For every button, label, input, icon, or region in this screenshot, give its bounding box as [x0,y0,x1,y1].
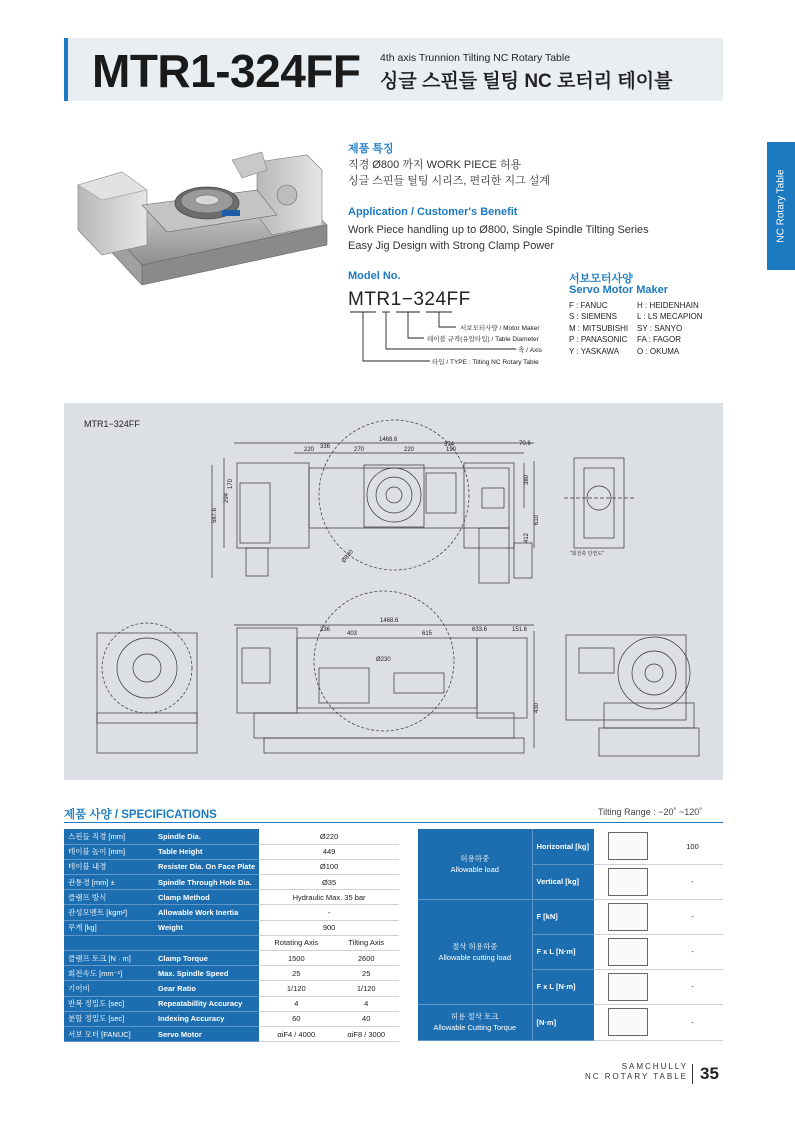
brand-name: SAMCHULLY [621,1062,688,1071]
maker-row: Y : YASKAWA O : OKUMA [569,346,680,356]
vertical-load-icon [608,868,648,896]
table-row: 클램프 토크 [N · m] Clamp Torque 1500 2600 [64,951,399,966]
load-table [418,829,723,1041]
dim-circle: Ø830 [340,549,355,565]
maker-row: F : FANUC H : HEIDENHAIN [569,301,699,310]
tilting-range: Tilting Range : −20˚ ~120˚ [598,807,703,817]
feature-line-1: 직경 Ø800 까지 WORK PIECE 허용 [348,159,522,171]
table-row: 기어비 Gear Ratio 1/120 1/120 [64,981,399,996]
dim-top-b: 270 [354,447,365,453]
table-row: 회전속도 [mm⁻¹] Max. Spindle Speed 25 25 [64,966,399,981]
drawing-svg [64,403,723,780]
brand-subtitle: NC ROTARY TABLE [584,1072,688,1081]
drawing-title: MTR1−324FF [84,419,140,429]
dim-top-overall: 1468.6 [379,437,398,443]
dim-bot-e: 151.6 [512,627,528,633]
model-title: MTR1-324FF [92,45,361,97]
side-tab [767,142,795,270]
side-tab-label: NC Rotary Table [775,169,787,243]
servo-heading-ko: 서보모터사양 [569,273,633,285]
table-row: Vertical [kg] - [418,864,723,899]
dim-left-h: 587.6 [212,507,218,523]
technical-drawing [64,403,723,780]
dim-bot-h: 430 [534,702,540,713]
dim-top-d: 220 [304,447,315,453]
model-no-heading: Model No. [348,270,401,282]
dim-bot-a: 336 [320,627,331,633]
model-label-type: 타입 / TYPE : Tilting NC Rotary Table [432,359,539,366]
benefit-line-1: Work Piece handling up to Ø800, Single Spindle Tilting Series [348,224,649,236]
table-row: F x L [N·m] - [418,969,723,1004]
spec-divider [64,822,723,823]
dim-top-c: 220 [404,447,415,453]
dim-left-i: 294 [224,492,230,503]
moment-icon [608,938,648,966]
dim-bot-c: 615 [422,631,433,637]
dim-top-e: 190 [446,447,457,453]
table-row: 관통경 [mm] ± Spindle Through Hole Dia. Ø35 [64,875,399,890]
footer-divider [692,1064,693,1084]
table-row: 클램프 방식 Clamp Method Hydraulic Max. 35 bar [64,890,399,905]
footer-brand [570,1062,688,1082]
page-number: 35 [700,1064,719,1083]
maker-row: M : MITSUBISHI SY : SANYO [569,323,683,333]
dim-left-j: 170 [228,478,234,489]
servo-maker-list [569,300,703,357]
spec-table [64,829,399,1042]
dim-bot-dia: Ø230 [376,657,391,663]
table-row: 관성모멘트 [kgm²] Allowable Work Inertia - [64,905,399,920]
dim-bot-overall: 1468.6 [380,618,399,624]
dim-side-label: "회전축 단면도" [570,551,604,557]
benefit-line-2: Easy Jig Design with Strong Clamp Power [348,240,555,252]
dim-bot-b: 403 [347,631,358,637]
table-row: 분할 정밀도 [sec] Indexing Accuracy 60 40 [64,1011,399,1026]
model-label-axis: 축 / Axis [518,347,542,354]
maker-row: P : PANASONIC FA : FAGOR [569,335,682,345]
dim-top-f: 374 [444,442,455,448]
benefit-heading: Application / Customer's Benefit [348,206,518,218]
table-row: 허용하중 Allowable load Horizontal [kg] 100 [418,829,723,864]
table-row: 서보 모터 [FANUC] Servo Motor αiF4 / 4000 αiF8 / 3000 [64,1026,399,1041]
dim-right-k: 380 [524,474,530,485]
dim-top-g: 70.6 [519,441,531,447]
table-row: 테이블 높이 [mm] Table Height 449 [64,844,399,859]
table-row: Rotating Axis Tilting Axis [64,935,399,950]
page-header [64,38,723,101]
subtitle-ko: 싱글 스핀들 틸팅 NC 로터리 테이블 [380,71,673,92]
table-row: 스핀들 직경 [mm] Spindle Dia. Ø220 [64,829,399,844]
horizontal-load-icon [608,832,648,860]
table-row: 절삭 허용하중 Allowable cutting load F [kN] - [418,899,723,934]
model-label-motor: 서보모터사양 / Motor Maker [460,325,540,332]
dim-top-a: 336 [320,444,331,450]
product-photo [72,150,332,285]
maker-row: S : SIEMENS L : LS MECAPION [569,312,703,322]
dim-right-m: 412 [524,532,530,543]
table-row: 무게 [kg] Weight 900 [64,920,399,935]
torque-icon [608,1008,648,1036]
force-icon [608,903,648,931]
feature-line-2: 싱글 스핀들 틸팅 시리즈, 편리한 지그 설계 [348,175,551,187]
table-row: F x L [N·m] - [418,934,723,969]
table-row: 반복 정밀도 [sec] Repeatabillity Accuracy 4 4 [64,996,399,1011]
features-heading: 제품 특징 [348,143,394,155]
subtitle-en: 4th axis Trunnion Tilting NC Rotary Table [380,52,571,64]
model-code: MTR1−324FF [348,289,471,310]
table-row: 테이블 내경 Resister Dia. On Face Plate Ø100 [64,859,399,874]
spec-title: 제품 사양 / SPECIFICATIONS [64,809,217,821]
model-label-table: 테이블 규격(유압타입) / Table Diameter [427,336,539,343]
dim-right-l: 610 [534,514,540,525]
table-row: 허용 절삭 토크 Allowable Cutting Torque [N·m] - [418,1004,723,1040]
dim-bot-d: 633.6 [472,627,488,633]
servo-heading-en: Servo Motor Maker [569,284,669,296]
moment-side-icon [608,973,648,1001]
